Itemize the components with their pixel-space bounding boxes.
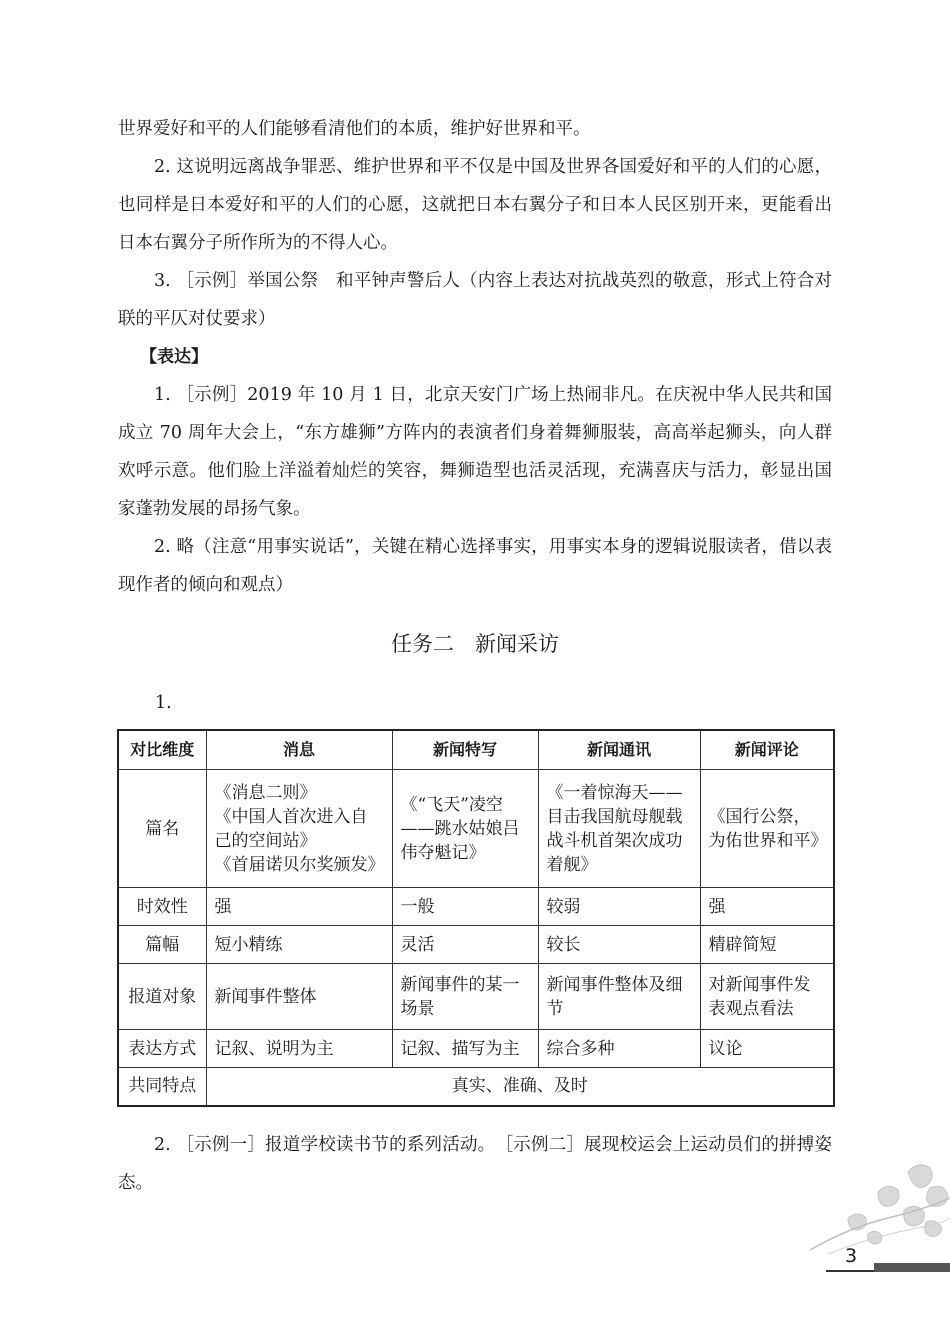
table-cell: 新闻事件整体及细节 bbox=[538, 964, 700, 1030]
table-cell: 新闻事件的某一场景 bbox=[392, 964, 538, 1030]
row-label: 时效性 bbox=[118, 888, 206, 926]
answer-3: 3. ［示例］举国公祭 和平钟声警后人（内容上表达对抗战英烈的敬意，形式上符合对联的平仄对仗要求） bbox=[118, 271, 832, 329]
table-cell: 对新闻事件发表观点看法 bbox=[700, 964, 834, 1030]
table-row bbox=[118, 926, 834, 964]
table-row bbox=[118, 888, 834, 926]
header-pinglun: 新闻评论 bbox=[700, 730, 834, 770]
row-label: 报道对象 bbox=[118, 964, 206, 1030]
row-label: 篇幅 bbox=[118, 926, 206, 964]
expression-answer-2: 2. 略（注意“用事实说话”，关键在精心选择事实，用事实本身的逻辑说服读者，借以表现作者的倾向和观点） bbox=[118, 537, 832, 595]
cell-texie-title: 《“飞天”凌空——跳水姑娘吕伟夺魁记》 bbox=[392, 770, 538, 888]
title-item: 《消息二则》 bbox=[214, 782, 317, 803]
cell-tongxun-title: 《一着惊海天——目击我国航母舰载战斗机首架次成功着舰》 bbox=[538, 770, 700, 888]
title-item: 《首届诺贝尔奖颁发》 bbox=[214, 854, 385, 875]
header-tongxun: 新闻通讯 bbox=[538, 730, 700, 770]
page-rule-thick bbox=[874, 1263, 950, 1272]
table-cell: 短小精练 bbox=[206, 926, 392, 964]
answer-2: 2. 这说明远离战争罪恶、维护世界和平不仅是中国及世界各国爱好和平的人们的心愿，也同样是日本爱好和平的人们的心愿，这就把日本右翼分子和日本人民区别开来，更能看出日本右翼分子所作所为的不得人心。 bbox=[118, 157, 832, 253]
page-number: 3 bbox=[844, 1245, 858, 1267]
comparison-table bbox=[117, 729, 835, 1107]
section-heading-expression: 【表达】 bbox=[140, 347, 208, 367]
table-row bbox=[118, 1030, 834, 1068]
table-cell: 综合多种 bbox=[538, 1030, 700, 1068]
table-cell: 记叙、描写为主 bbox=[392, 1030, 538, 1068]
table-cell: 较长 bbox=[538, 926, 700, 964]
table-cell: 记叙、说明为主 bbox=[206, 1030, 392, 1068]
table-cell: 强 bbox=[206, 888, 392, 926]
row-label: 共同特点 bbox=[118, 1068, 206, 1106]
vine-leaves-icon bbox=[808, 1158, 950, 1258]
table-row bbox=[118, 770, 834, 888]
table-row bbox=[118, 964, 834, 1030]
table-cell: 议论 bbox=[700, 1030, 834, 1068]
header-dimension: 对比维度 bbox=[118, 730, 206, 770]
paragraph-intro: 世界爱好和平的人们能够看清他们的本质，维护好世界和平。 bbox=[118, 119, 591, 139]
table-cell: 强 bbox=[700, 888, 834, 926]
header-texie: 新闻特写 bbox=[392, 730, 538, 770]
table-row bbox=[118, 1068, 834, 1106]
cell-xiaoxi-titles bbox=[206, 770, 392, 888]
row-label: 篇名 bbox=[118, 770, 206, 888]
page-rule-thin bbox=[826, 1270, 874, 1272]
table-cell: 一般 bbox=[392, 888, 538, 926]
table-cell: 精辟简短 bbox=[700, 926, 834, 964]
question-number: 1. bbox=[155, 693, 172, 713]
table-header-row bbox=[118, 730, 834, 770]
common-features-cell: 真实、准确、及时 bbox=[206, 1068, 834, 1106]
title-item: 《中国人首次进入自己的空间站》 bbox=[214, 806, 368, 851]
cell-pinglun-title: 《国行公祭，为佑世界和平》 bbox=[700, 770, 834, 888]
table-cell: 新闻事件整体 bbox=[206, 964, 392, 1030]
header-xiaoxi: 消息 bbox=[206, 730, 392, 770]
expression-answer-1: 1. ［示例］2019 年 10 月 1 日，北京天安门广场上热闹非凡。在庆祝中华人民共和国成立 70 周年大会上，“东方雄狮”方阵内的表演者们身着舞狮服装，高高举起狮头，向人群欢呼示意。他们脸上洋溢着灿烂的笑容，舞狮造型也活灵活现，充满喜庆与活力，彰显出国家蓬勃发展的昂扬气象。 bbox=[118, 385, 832, 519]
table-cell: 较弱 bbox=[538, 888, 700, 926]
section-title: 任务二 新闻采访 bbox=[391, 632, 559, 656]
answer-2-examples: 2. ［示例一］报道学校读书节的系列活动。 ［示例二］展现校运会上运动员们的拼搏姿态。 bbox=[118, 1135, 832, 1193]
row-label: 表达方式 bbox=[118, 1030, 206, 1068]
table-cell: 灵活 bbox=[392, 926, 538, 964]
